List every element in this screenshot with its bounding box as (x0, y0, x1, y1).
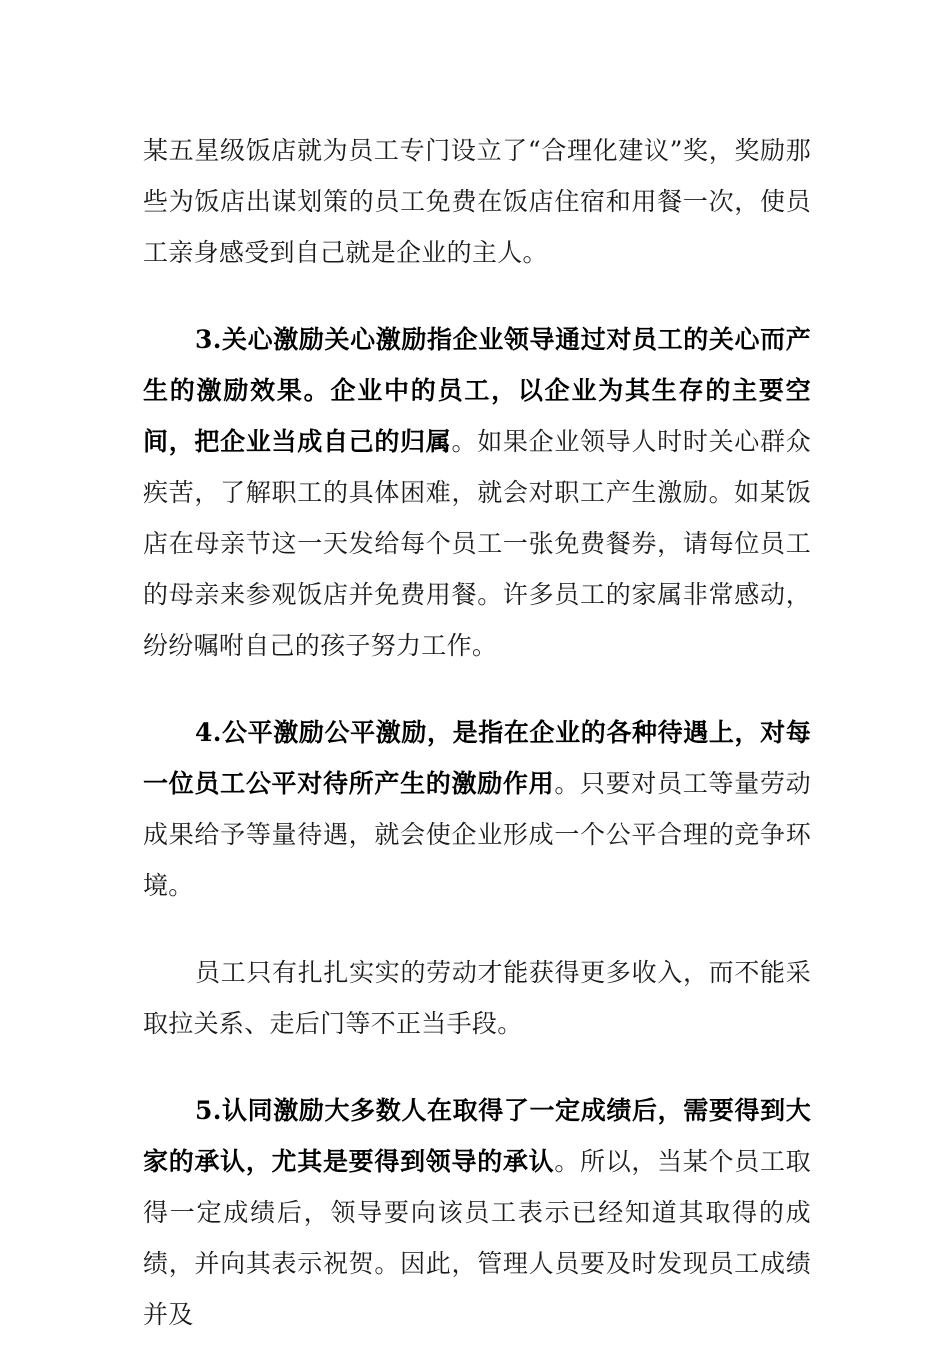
paragraph-text: 。所以，当某个员工取得一定成绩后，领导要向该员工表示已经知道其取得的成绩，并向其表示祝贺。因此，管理人员要及时发现员工成绩并及 (143, 1147, 811, 1329)
paragraph-honest-labor (143, 947, 811, 1049)
paragraph-reasonable-suggestion (143, 125, 811, 278)
paragraph-heading-recognition-incentive: 5.认同激励大多数人在取得了一定成绩后，需要得到大家的承认，尤其是要得到领导的承认 (143, 1096, 811, 1176)
paragraph-heading-care-incentive: 3.关心激励关心激励指企业领导通过对员工的关心而产生的激励效果。企业中的员工，以企业为其生存的主要空间，把企业当成自己的归属 (143, 325, 811, 456)
paragraph-care-incentive (143, 314, 811, 671)
paragraph-text: 某五星级饭店就为员工专门设立了“合理化建议”奖，奖励那些为饭店出谋划策的员工免费在饭店住宿和用餐一次，使员工亲身感受到自己就是企业的主人。 (143, 136, 811, 267)
paragraph-text: 。只要对员工等量劳动成果给予等量待遇，就会使企业形成一个公平合理的竞争环境。 (143, 769, 811, 900)
paragraph-recognition-incentive (143, 1085, 811, 1340)
paragraph-text: 员工只有扎扎实实的劳动才能获得更多收入，而不能采取拉关系、走后门等不正当手段。 (143, 958, 811, 1038)
document-body (143, 125, 811, 1362)
paragraph-heading-fairness-incentive: 4.公平激励公平激励，是指在企业的各种待遇上，对每一位员工公平对待所产生的激励作用 (143, 718, 811, 798)
paragraph-text: 。如果企业领导人时时关心群众疾苦，了解职工的具体困难，就会对职工产生激励。如某饭店在母亲节这一天发给每个员工一张免费餐券，请每位员工的母亲来参观饭店并免费用餐。许多员工的家属非常感动，纷纷嘱咐自己的孩子努力工作。 (143, 427, 811, 660)
paragraph-fairness-incentive (143, 707, 811, 911)
